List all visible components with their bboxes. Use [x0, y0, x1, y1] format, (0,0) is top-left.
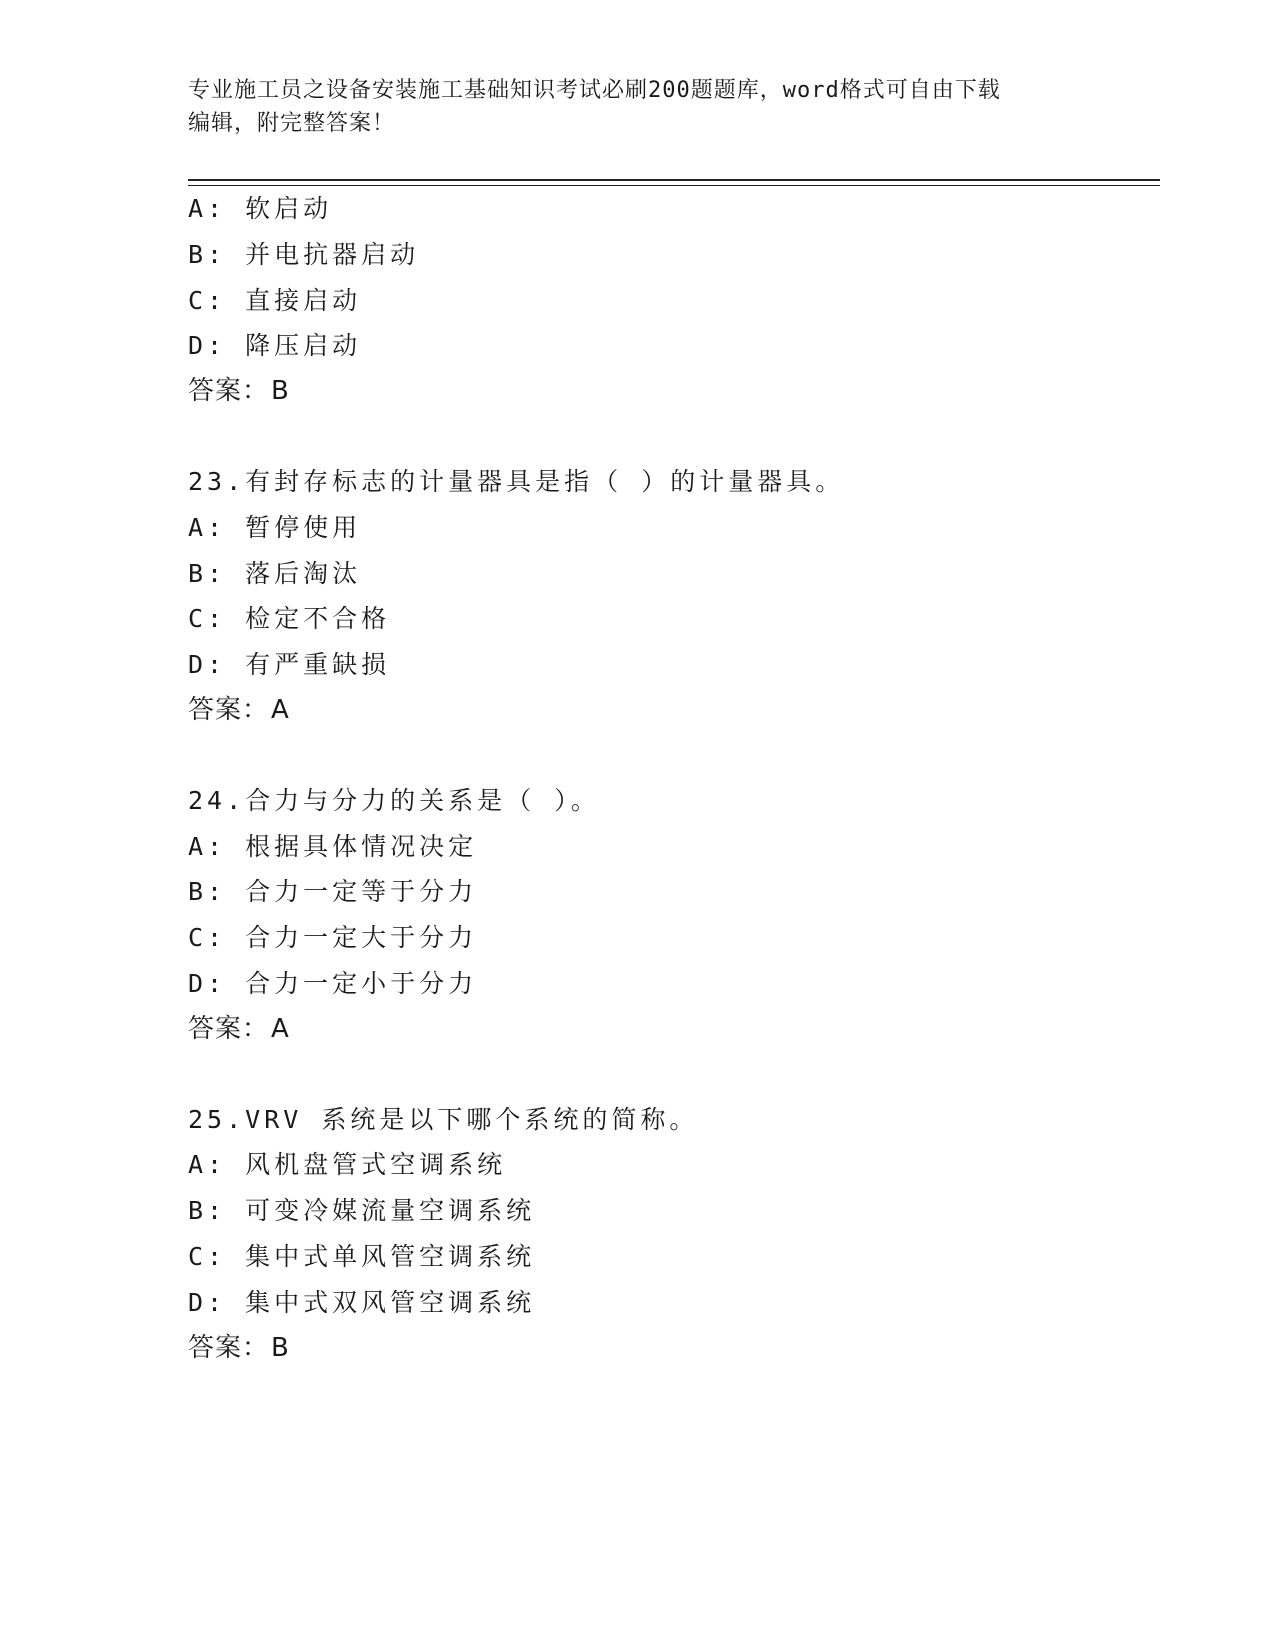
question-spacer [188, 1053, 1160, 1097]
question-spacer [188, 415, 1160, 459]
option-a: A: 根据具体情况决定 [188, 831, 478, 861]
answer-value: B [271, 1332, 290, 1363]
question-spacer [188, 734, 1160, 778]
header-divider-thick [188, 179, 1160, 181]
option-a: A: 暂停使用 [188, 512, 362, 542]
answer-value: B [271, 376, 290, 407]
question-block-23 [188, 459, 1160, 734]
answer-label: 答案： [188, 1013, 270, 1044]
option-c: C: 合力一定大于分力 [188, 923, 478, 953]
option-d: D: 合力一定小于分力 [188, 968, 478, 998]
question-stem: 24.合力与分力的关系是（ ）。 [188, 785, 600, 815]
option-c: C: 集中式单风管空调系统 [188, 1241, 536, 1271]
question-stem: 25.VRV 系统是以下哪个系统的简称。 [188, 1104, 699, 1134]
answer-line [188, 369, 1160, 415]
document-header [188, 74, 1088, 140]
answer-value: A [271, 1013, 290, 1044]
option-c: C: 直接启动 [188, 285, 362, 315]
answer-label: 答案： [188, 694, 270, 725]
question-block-partial [188, 186, 1160, 415]
question-list [188, 186, 1160, 1371]
option-b: B: 合力一定等于分力 [188, 877, 478, 907]
question-block-24 [188, 778, 1160, 1053]
option-b: B: 落后淘汰 [188, 558, 362, 588]
answer-label: 答案： [188, 1332, 270, 1363]
question-block-25 [188, 1097, 1160, 1372]
question-stem: 23.有封存标志的计量器具是指（ ）的计量器具。 [188, 466, 845, 496]
header-line-1: 专业施工员之设备安装施工基础知识考试必刷200题题库，word格式可自由下载 [188, 78, 1001, 103]
option-a: A: 软启动 [188, 194, 333, 223]
answer-label: 答案： [188, 376, 270, 407]
answer-line [188, 1007, 1160, 1053]
option-c: C: 检定不合格 [188, 604, 391, 634]
option-d: D: 降压启动 [188, 331, 362, 361]
answer-value: A [271, 694, 290, 725]
option-b: B: 并电抗器启动 [188, 239, 420, 269]
option-a: A: 风机盘管式空调系统 [188, 1150, 507, 1180]
answer-line [188, 688, 1160, 734]
option-d: D: 有严重缺损 [188, 650, 391, 680]
answer-line [188, 1326, 1160, 1372]
option-b: B: 可变冷媒流量空调系统 [188, 1196, 536, 1226]
option-d: D: 集中式双风管空调系统 [188, 1287, 536, 1317]
header-line-2: 编辑，附完整答案！ [188, 111, 396, 136]
